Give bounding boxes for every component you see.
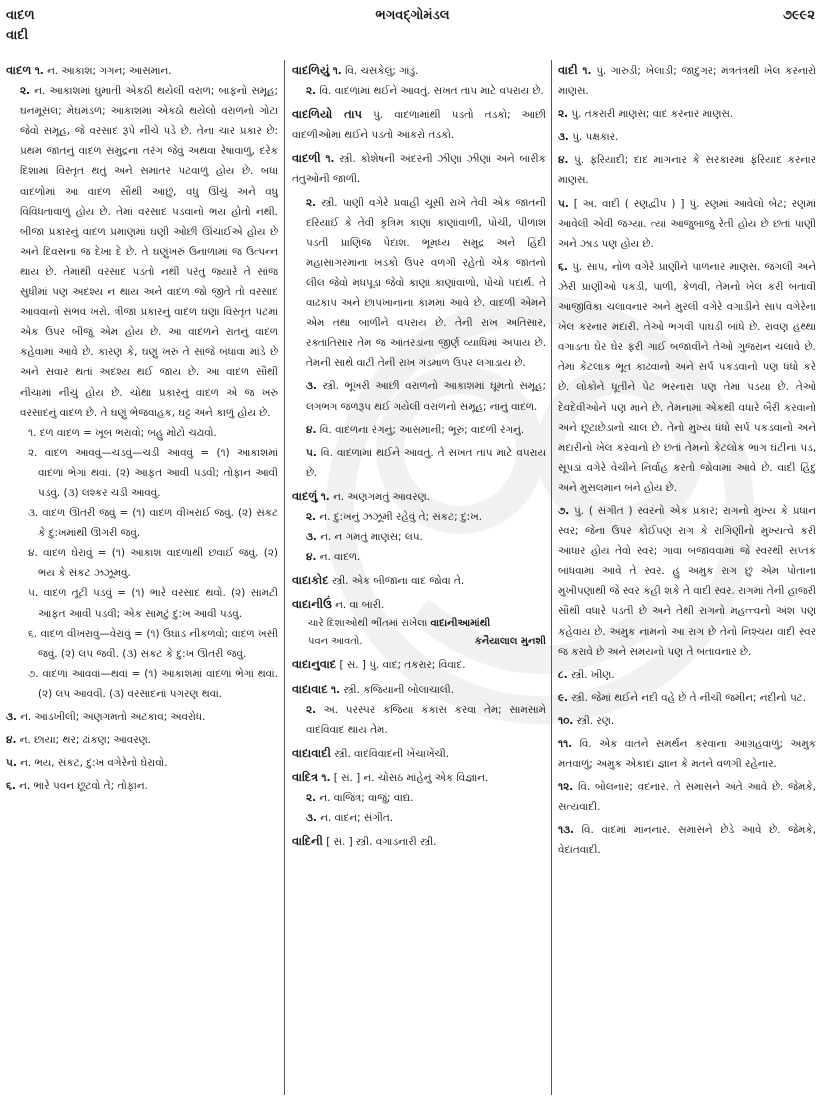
definition: સ્ત્રી. કોશેષની અંદરની ઝીણાં ઝીણાં અને બારીક તંતુઓની જાળી.: [292, 153, 546, 186]
entry-vadi: વાદી ૧. પું. ગારુડી; ખેલાડી; જાદુગર; મંત્રતંત્રથી ખેલ કરનારો માણસ. ૨. પું. તકરારી માણસ; વાદ કરનાર માણસ. ૩. પું. પક્ષકાર. ૪. પું. ફરિયાદી; દાદ માગનાર કે સરકારમાં ફરિયાદ કરનાર માણસ. ૫. [ અ. વાદી ( રણદ્વીપ ) ] પું. રણમાં આવેલો બેટ; રણમાં આવેલી એવી જગ્યા. ત્યાં આજુબાજુ રેતી હોય છે છતાં પાણી અને ઝાડ પણ હોય છે. ૬. પું. સાપ, નોળ વગેરે પ્રાણીને પાળનાર માણસ. જંગલી અને ઝેરી પ્રાણીઓ પકડી, પાળી, કેળવી, તેમનો ખેલ કરી બતાવી આજીવિકા ચલાવનાર અને મુરલી વગેરે વગાડીને સાપ વગેરેના ખેલ કરનાર મદારી. તેઓ ભગવી પાઘડી બાંધે છે. રાવણ હથ્થા વગાડતા ઘેર ઘેર ફરી ગાઈ બજાવીને તેઓ ગુજરાન ચલાવે છે. તેમાં કેટલાક ભૂત કાઢવાનો અને સર્પ પકડવાનો પણ ધંધો કરે છે. લોકોને ધૂતીને પેટ ભરનારા પણ તેમાં પડયા છે. તેઓ દેવદેવીઓને પણ માને છે. તેમનામાં એકથી વધારે બૈરી કરવાનો અને છૂટાછેડાનો ચાલ છે. તેનો મુખ્ય ધંધો સર્પ પકડવાનો અને મદારીનો ખેલ કરવાનો છે છતાં તેમનો કેટલોક ભાગ ઘંટીનાં પડ, સૂપડાં વગેરે વેચીને નિર્વાહ કરતો જોવામાં આવે છે. વાદી હિંદુ અને મુસલમાન બંને હોય છે. ૭. પું. ( સંગીત ) સ્વરનો એક પ્રકાર; રાગનો મુખ્ય કે પ્રધાન સ્વર; જેના ઉપર કોઈપણ રાગ કે રાગિણીનો મુખ્યત્વે કરી આધાર હોય તેવો સ્વર; ગાવા બજાવવામાં જે સ્વરથી સપ્તક બાંધવામાં આવે તે સ્વર. હું અમુક રાગ છું એમ પોતાના મુખીપણાથી જે સ્વર કહી શકે તે વાદી સ્વર. રાગમાં તેની હાજરી સૌથી વધારે પડતી છે અને તેથી રાગનો મહત્ત્વનો અંશ પણ કહેવાય છે. અમુક નામનો આ રાગ છે તેનો નિશ્ચય વાદી સ્વર જ કરાવે છે અને સમયનો પણ તે બતાવનાર છે. ૮. સ્ત્રી. ખીણ. ૯. સ્ત્રી. જેમાં થઈને નદી વહે છે તે નીચી જમીન; નદીનો પટ. ૧૦. સ્ત્રી. રણ. ૧૧. વિ. એક વાતને સમર્થન કરવાના આગ્રહવાળું; અમુક મતવાળું; અમુક એકાદા જ્ઞાન કે મતને વળગી રહેનાર. ૧૨. વિ. બોલનાર; વદનાર. તે સમાસને અંતે આવે છે. જેમકે, સત્યવાદી. ૧૩. વિ. વાદમાં માનનાર. સમાસને છેડે આવે છે. જેમકે, વેદાંતવાદી.: [558, 63, 817, 857]
headword: વાદળિયું: [292, 63, 330, 77]
headword: વાદાનીઉં: [292, 597, 332, 612]
definition: ન. વાજિંત્ર; વાજું; વાદ્ય.: [319, 792, 414, 804]
definition: સ્ત્રી. જેમાં થઈને નદી વહે છે તે નીચી જમીન; નદીનો પટ.: [571, 691, 807, 704]
headword: વાદાનુવાદ: [292, 657, 337, 672]
phrase: વાદળ ઘેરાવું = (૧) આકાશ વાદળાંથી છવાઈ જવું. (૨) ભય કે સંકટ ઝઝૂમવું.: [38, 547, 278, 580]
headword: વાદિની: [292, 834, 323, 849]
definition: ન. વાદન; સંગીત.: [320, 812, 394, 825]
citation-quote: ચારે દિશાઓથી ભીંતમાં રાખેલા વાદાનીઆમાંથી પવન આવતો. કનૈયાલાલ મુનશી: [292, 615, 546, 651]
entry-vadanuvad: [292, 654, 546, 675]
definition: [ સં. ] પું. વાદ; તકરાર; વિવાદ.: [339, 659, 466, 672]
definition: પું. પક્ષકાર.: [572, 131, 619, 144]
entry-vadal: વાદળ ૧. ન. આકાશ; ગગન; આસમાન. ૨. ન. આકાશમાં ઘુમાતી એકઠી થયેલી વરાળ; બાફનો સમૂહ; ઘનમૂસલ; મેઘમંડળ; આકાશમાં એકઠો થયેલો વરાળનો ગોટા જેવો સમૂહ, જે વરસાદ રૂપે નીચે પડે છે. તેના ચાર પ્રકાર છે: પ્રથમ જાતનું વાદળ સમુદ્રના તરંગ જેવું અથવા રેષાવાળું, દરેક દિશામાં વિસ્તૃત થતું અને સમાંતર પટવાળું હોય છે. બધાં વાદળોમાં આ વાદળ સૌથી આછું, વધુ ઊંચું અને વધુ વિવિધતાવાળું હોય છે. તેમાં વરસાદ પડવાનો ભય હોતો નથી. બીજા પ્રકારનું વાદળ પ્રમાણમાં ઘણી ઓછી ઊંચાઈએ હોય છે અને દિવસના જ દેખા દે છે. તે ઘણુંખરું ઉનાળામાં જ ઉત્પન્ન થાય છે. તેમાંથી વરસાદ પડતો નથી પરંતુ જ્યારે તે સાંજ સુધીમાં પણ અદશ્ય ન થાય અને વાદળ જો જીતે તો વરસાદ આવવાનો સંભવ ખરો. ત્રીજા પ્રકારનું વાદળ ઘણા વિસ્તૃત પટમાં એક ઉપર બીજું એમ હોય છે. આ વાદળને રાતનું વાદળ કહેવામાં આવે છે. કારણ કે, ઘણું ખરું તે સાંજે બંધાવા માંડે છે અને સવાર થતાં અદશ્ય થઈ જાય છે. આ વાદળ સૌથી નીચામાં નીચું હોય છે. ચોથા પ્રકારનું વાદળ એ જ ખરું વરસાદનું વાદળ છે. તે ઘણું ભેજવાહક, ઘટ્ટ અને કાળું હોય છે. ૧. દળ વાદળ = ખૂબ ભરાવો; બહુ મોટો ચઢાવો. ૨. વાદળ આવવું—ચડવું—ચડી આવવું = (૧) આકાશમાં વાદળાં ભેગાં થવાં. (૨) આફત આવી પડવી; તોફાન આવી પડવું. (૩) લશ્કર ચડી આવવું. ૩. વાદળ ઊતરી જવું = (૧) વાદળ વીખરાઈ જવું. (૨) સંકટ કે દુ:ખમાંથી ઊગરી જવું. ૪. વાદળ ઘેરાવું = (૧) આકાશ વાદળાંથી છવાઈ જવું. (૨) ભય કે સંકટ ઝઝૂમવું. ૫. વાદળ તૂટી પડવું = (૧) ભારે વરસાદ થવો. (૨) સામટી આફત આવી પડવી; એક સામટું દુ:ખ આવી પડવું. ૬. વાદળ વીખરાવું—વેરાવું = (૧) ઉઘાડ નીકળવો; વાદળ ખસી જવું. (૨) લપ જવી. (૩) સંકટ કે દુ:ખ ઊતરી જવું. ૭. વાદળાં આવવાં—થવાં = (૧) આકાશમાં વાદળાં ભેગાં થવાં. (૨) લપ આવવી. (૩) વરસાદનાં પગરણ થવાં. ૩. ન. આડખીલી; અણગમતો અટકાવ; અવરોધ. ૪. ન. છાયા; થર; ઢાંકણ; આવરણ. ૫. ન. ભય, સંકટ, દુ:ખ વગેરેનો ઘેરાવો. ૬. ન. ભારે પવન છૂટવો તે; તોફાન.: [6, 63, 279, 793]
definition: વિ. વાદળના રંગનું; આસમાની; ભૂરું; વાદળી રંગનું.: [319, 423, 525, 436]
definition: ન. આડખીલી; અણગમતો અટકાવ; અવરોધ.: [20, 711, 206, 723]
definition: પું. વાદળામાંથી પડતો તડકો; આછી વાદળીઓમાં થઈને પડતો આકરો તડકો.: [292, 109, 547, 142]
headword: વાદાકોદ: [292, 573, 329, 588]
definition: ન. આકાશમાં ઘુમાતી એકઠી થયેલી વરાળ; બાફનો સમૂહ; ઘનમૂસલ; મેઘમંડળ; આકાશમાં એકઠો થયેલો વરાળનો ગોટા જેવો સમૂહ, જે વરસાદ રૂપે નીચે પડે છે. તેના ચાર પ્રકાર છે: પ્રથમ જાતનું વાદળ સમુદ્રના તરંગ જેવું અથવા રેષાવાળું, દરેક દિશામાં વિસ્તૃત થતું અને સમાંતર પટવાળું હોય છે. બધાં વાદળોમાં આ વાદળ સૌથી આછું, વધુ ઊંચું અને વધુ વિવિધતાવાળું હોય છે. તેમાં વરસાદ પડવાનો ભય હોતો નથી. બીજા પ્રકારનું વાદળ પ્રમાણમાં ઘણી ઓછી ઊંચાઈએ હોય છે અને દિવસના જ દેખા દે છે. તે ઘણુંખરું ઉનાળામાં જ ઉત્પન્ન થાય છે. તેમાંથી વરસાદ પડતો નથી પરંતુ જ્યારે તે સાંજ સુધીમાં પણ અદશ્ય ન થાય અને વાદળ જો જીતે તો વરસાદ આવવાનો સંભવ ખરો. ત્રીજા પ્રકારનું વાદળ ઘણા વિસ્તૃત પટમાં એક ઉપર બીજું એમ હોય છે. આ વાદળને રાતનું વાદળ કહેવામાં આવે છે. કારણ કે, ઘણું ખરું તે સાંજે બંધાવા માંડે છે અને સવાર થતાં અદશ્ય થઈ જાય છે. આ વાદળ સૌથી નીચામાં નીચું હોય છે. ચોથા પ્રકારનું વાદળ એ જ ખરું વરસાદનું વાદળ છે. તે ઘણું ભેજવાહક, ઘટ્ટ અને કાળું હોય છે.: [20, 85, 278, 419]
entry-vadalun: વાદળું ૧. ન. અણગમતું આવરણ. ૨. ન. દુ:ખનું ઝઝૂમી રહેવું તે; સંકટ; દુ:ખ. ૩. ન. ન ગમતું માણસ; લપ. ૪. ન. વાદળ.: [292, 488, 483, 564]
definition: વિ. એક વાતને સમર્થન કરવાના આગ્રહવાળું; અમુક મતવાળું; અમુક એકાદા જ્ઞાન કે મતને વળગી રહેનાર.: [558, 738, 817, 771]
definition: ન. આકાશ; ગગન; આસમાન.: [47, 65, 172, 77]
headword: વાદળિયો તાપ: [292, 107, 362, 122]
definition: વિ. ચસકેલું; ગાંડું.: [345, 65, 419, 77]
definition: વિ. વાદમાં માનનાર. સમાસને છેડે આવે છે. જેમકે, વેદાંતવાદી.: [558, 824, 816, 857]
definition: પું. ( સંગીત ) સ્વરનો એક પ્રકાર; રાગનો મુખ્ય કે પ્રધાન સ્વર; જેના ઉપર કોઈપણ રાગ કે રાગિણીનો મુખ્યત્વે કરી આધાર હોય તેવો સ્વર; ગાવા બજાવવામાં જે સ્વરથી સપ્તક બાંધવામાં આવે તે સ્વર. હું અમુક રાગ છું એમ પોતાના મુખીપણાથી જે સ્વર કહી શકે તે વાદી સ્વર. રાગમાં તેની હાજરી સૌથી વધારે પડતી છે અને તેથી રાગનો મહત્ત્વનો અંશ પણ કહેવાય છે. અમુક નામનો આ રાગ છે તેનો નિશ્ચય વાદી સ્વર જ કરાવે છે અને સમયનો પણ તે બતાવનાર છે.: [558, 504, 816, 658]
headword: વાદી: [558, 63, 578, 77]
entry-vadini: [292, 831, 546, 852]
definition: પું. ગારુડી; ખેલાડી; જાદુગર; મંત્રતંત્રથી ખેલ કરનારો માણસ.: [558, 65, 816, 98]
column-divider: [284, 60, 285, 1095]
entry-vadaliyo-tap: [292, 104, 546, 145]
dictionary-columns: [0, 60, 825, 1101]
definition: ન. ભય, સંકટ, દુ:ખ વગેરેનો ઘેરાવો.: [20, 757, 168, 770]
definition: સ્ત્રી. વાદવિવાદની ખેંચાખેંચી.: [334, 747, 450, 760]
definition: વિ. વાદળામાં થઈને આવતું. તે સખત તાપ માટે વપરાય છે.: [306, 446, 546, 479]
definition: પું. સાપ, નોળ વગેરે પ્રાણીને પાળનાર માણસ. જંગલી અને ઝેરી પ્રાણીઓ પકડી, પાળી, કેળવી, તેમનો ખેલ કરી બતાવી આજીવિકા ચલાવનાર અને મુરલી વગેરે વગાડીને સાપ વગેરેના ખેલ કરનાર મદારી. તેઓ ભગવી પાઘડી બાંધે છે. રાવણ હથ્થા વગાડતા ઘેર ઘેર ફરી ગાઈ બજાવીને તેઓ ગુજરાન ચલાવે છે. તેમાં કેટલાક ભૂત કાઢવાનો અને સર્પ પકડવાનો પણ ધંધો કરે છે. લોકોને ધૂતીને પેટ ભરનારા પણ તેમાં પડયા છે. તેઓ દેવદેવીઓને પણ માને છે. તેમનામાં એકથી વધારે બૈરી કરવાનો અને છૂટાછેડાનો ચાલ છે. તેનો મુખ્ય ધંધો સર્પ પકડવાનો અને મદારીનો ખેલ કરવાનો છે છતાં તેમનો કેટલોક ભાગ ઘંટીનાં પડ, સૂપડાં વગેરે વેચીને નિર્વાહ કરતો જોવામાં આવે છે. વાદી હિંદુ અને મુસલમાન બંને હોય છે.: [558, 260, 816, 494]
headword: વાદાવાદી: [292, 745, 331, 760]
definition: સ્ત્રી. કજિયાની બોલાચાલી.: [343, 683, 455, 696]
column-3: [558, 60, 816, 1086]
definition: સ્ત્રી. ભૂખરી આછી વરાળનો આકાશમાં ઘૂમતો સમૂહ; લગભગ જળરૂપ થઈ ગયેલી વરાળનો સમૂહ; નાનું વાદળ.: [306, 380, 546, 413]
column-2: [292, 60, 546, 1086]
definition: [ અ. વાદી ( રણદ્વીપ ) ] પું. રણમાં આવેલો બેટ; રણમાં આવેલી એવી જગ્યા. ત્યાં આજુબાજુ રેતી હોય છે છતાં પાણી અને ઝાડ પણ હોય છે.: [558, 197, 816, 250]
headword: વાદળું: [292, 488, 318, 503]
definition: ન. વા બારી.: [335, 599, 385, 612]
column-1: [6, 60, 278, 1086]
phrase: વાદળ ઊતરી જવું = (૧) વાદળ વીખરાઈ જવું. (૨) સંકટ કે દુ:ખમાંથી ઊગરી જવું.: [38, 507, 279, 540]
entry-vadali: વાદળી ૧. સ્ત્રી. કોશેષની અંદરની ઝીણાં ઝીણાં અને બારીક તંતુઓની જાળી. ૨. સ્ત્રી. પાણી વગેરે પ્રવાહી ચૂસી રાખે તેવી એક જાતની દરિયાઈ કે તેવી કૃત્રિમ કાણાં કાણાંવાળી, પોચી, પીળાશ પડતી પ્રાણિજ પેદાશ. ભૂમધ્ય સમુદ્ર અને હિંદી મહાસાગરમાંના ખડકો ઉપર વળગી રહેતો એક જાતનો લીલ જેવો મધપૂડા જેવો કાણાં કાણાંવાળો, પોચો પદાર્થ. તે વાઢકાપ અને છાપખાનાના કામમાં આવે છે. વાદળી એમને એમ તથા બાળીને વપરાય છે. તેની રાખ અતિસાર, રક્તાતિસાર તેમ જ આંતરડાંના જીર્ણ વ્યાધિમાં અપાય છે. તેમની સાથે વાટી તેની રાખ ગંડમાળ ઉપર લગાડાય છે. ૩. સ્ત્રી. ભૂખરી આછી વરાળનો આકાશમાં ઘૂમતો સમૂહ; લગભગ જળરૂપ થઈ ગયેલી વરાળનો સમૂહ; નાનું વાદળ. ૪. વિ. વાદળના રંગનું; આસમાની; ભૂરું; વાદળી રંગનું. ૫. વિ. વાદળામાં થઈને આવતું. તે સખત તાપ માટે વપરાય છે.: [292, 151, 546, 479]
headword: વાદિત્ર: [292, 769, 319, 784]
definition: સ્ત્રી. ખીણ.: [570, 668, 615, 681]
definition: સ્ત્રી. એક બીજાના વાદ જોવા તે.: [331, 575, 465, 588]
headword: વાદળ: [6, 63, 32, 77]
phrase: વાદળાં આવવાં—થવાં = (૧) આકાશમાં વાદળાં ભેગાં થવાં. (૨) લપ આવવી. (૩) વરસાદનાં પગરણ થવાં.: [38, 667, 278, 700]
entry-vaditra: વાદિત્ર ૧. [ સં. ] ન. ચોસઠ માંહેનું એક વિજ્ઞાન. ૨. ન. વાજિંત્ર; વાજું; વાદ્ય. ૩. ન. વાદન; સંગીત.: [292, 769, 489, 825]
definition: [ સં. ] સ્ત્રી. વગાડનારી સ્ત્રી.: [326, 836, 437, 849]
definition: ન. અણગમતું આવરણ.: [333, 490, 430, 503]
phrase: વાદળ વીખરાવું—વેરાવું = (૧) ઉઘાડ નીકળવો; વાદળ ખસી જવું. (૨) લપ જવી. (૩) સંકટ કે દુ:ખ ઊતરી જવું.: [38, 627, 278, 660]
definition: ન. ન ગમતું માણસ; લપ.: [320, 531, 423, 544]
phrase: વાદળ તૂટી પડવું = (૧) ભારે વરસાદ થવો. (૨) સામટી આફત આવી પડવી; એક સામટું દુ:ખ આવી પડવું.: [38, 587, 278, 620]
entry-vadakod: [292, 570, 546, 591]
definition: ન. ભારે પવન છૂટવો તે; તોફાન.: [19, 780, 148, 793]
entry-vadaliyun: વાદળિયું ૧. વિ. ચસકેલું; ગાંડું. ૨. વિ. વાદળાંમાં થઈને આવતું. સખત તાપ માટે વપરાય છે.: [292, 63, 544, 98]
definition: પું. તકરારી માણસ; વાદ કરનાર માણસ.: [571, 108, 734, 121]
definition: સ્ત્રી. રણ.: [576, 714, 615, 727]
definition: ન. વાદળ.: [319, 551, 361, 564]
headword: વાદળી: [292, 151, 321, 166]
guide-word-first: વાદળ: [6, 8, 35, 23]
definition: સ્ત્રી. પાણી વગેરે પ્રવાહી ચૂસી રાખે તેવી એક જાતની દરિયાઈ કે તેવી કૃત્રિમ કાણાં કાણાંવાળી, પોચી, પીળાશ પડતી પ્રાણિજ પેદાશ. ભૂમધ્ય સમુદ્ર અને હિંદી મહાસાગરમાંના ખડકો ઉપર વળગી રહેતો એક જાતનો લીલ જેવો મધપૂડા જેવો કાણાં કાણાંવાળો, પોચો પદાર્થ. તે વાઢકાપ અને છાપખાનાના કામમાં આવે છે. વાદળી એમને એમ તથા બાળીને વપરાય છે. તેની રાખ અતિસાર, રક્તાતિસાર તેમ જ આંતરડાંના જીર્ણ વ્યાધિમાં અપાય છે. તેમની સાથે વાટી તેની રાખ ગંડમાળ ઉપર લગાડાય છે.: [306, 196, 546, 370]
definition: અ. પરસ્પર કજિયા કંકાસ કરવા તેમ; સામસામે વાદવિવાદ થાય તેમ.: [306, 703, 546, 736]
entry-vadavadi: [292, 743, 546, 764]
entry-vadaniun: [292, 594, 546, 651]
book-title: ભગવદ્ગોમંડલ: [375, 8, 450, 23]
definition: [ સં. ] ન. ચોસઠ માંહેનું એક વિજ્ઞાન.: [333, 771, 489, 784]
definition: ન. દુ:ખનું ઝઝૂમી રહેવું તે; સંકટ; દુ:ખ.: [319, 510, 483, 523]
entry-vadavad: વાદાવાદ ૧. સ્ત્રી. કજિયાની બોલાચાલી. ૨. અ. પરસ્પર કજિયા કંકાસ કરવા તેમ; સામસામે વાદવિવાદ થાય તેમ.: [292, 681, 546, 736]
definition: વિ. વાદળાંમાં થઈને આવતું. સખત તાપ માટે વપરાય છે.: [319, 85, 544, 98]
page-number: ૭૯૯૨: [782, 8, 815, 23]
page-header: [0, 0, 825, 58]
citation-source: કનૈયાલાલ મુનશી: [474, 636, 546, 648]
column-divider: [551, 60, 552, 1095]
phrase: દળ વાદળ = ખૂબ ભરાવો; બહુ મોટો ચઢાવો.: [39, 426, 217, 439]
definition: ન. છાયા; થર; ઢાંકણ; આવરણ.: [19, 734, 151, 747]
definition: પું. ફરિયાદી; દાદ માગનાર કે સરકારમાં ફરિયાદ કરનાર માણસ.: [558, 154, 816, 187]
headword: વાદાવાદ: [292, 681, 328, 696]
guide-word-last: વાદી: [6, 28, 29, 43]
definition: વિ. બોલનાર; વદનાર. તે સમાસને અંતે આવે છે. જેમકે, સત્યવાદી.: [558, 781, 816, 814]
phrase: વાદળ આવવું—ચડવું—ચડી આવવું = (૧) આકાશમાં વાદળાં ભેગાં થવાં. (૨) આફત આવી પડવી; તોફાન આવી પડવું. (૩) લશ્કર ચડી આવવું.: [38, 446, 278, 499]
